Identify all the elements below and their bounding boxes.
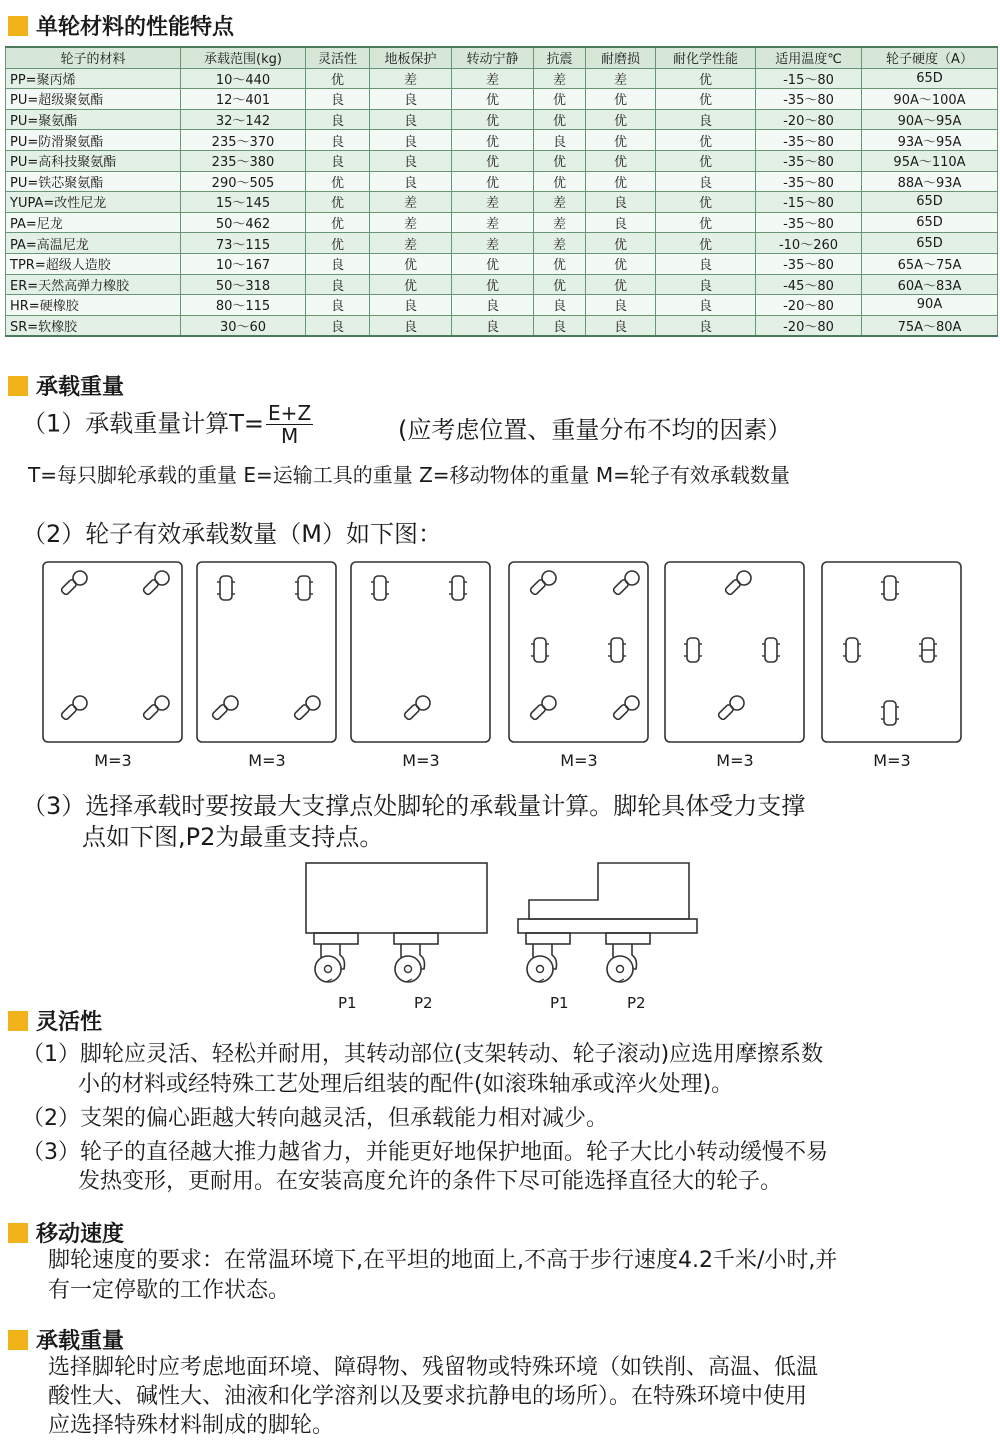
table-cell: 优 [452, 130, 534, 151]
table-cell: 良 [586, 212, 656, 233]
table-row [6, 130, 998, 151]
table-cell: 优 [534, 150, 586, 171]
table-header-cell: 转动宁静 [452, 47, 534, 68]
table-row [6, 68, 998, 89]
m-label: M=3 [716, 751, 754, 770]
table-cell: 差 [534, 212, 586, 233]
table-header-cell: 适用温度℃ [756, 47, 862, 68]
table-cell: 优 [586, 130, 656, 151]
table-header-cell: 抗震 [534, 47, 586, 68]
table-cell: 75A～80A [862, 315, 998, 336]
table-cell: 10～440 [181, 68, 306, 89]
table-cell: 优 [534, 109, 586, 130]
table-cell: -35～80 [756, 150, 862, 171]
section-heading-material [8, 10, 234, 41]
table-cell: 32～142 [181, 109, 306, 130]
table-cell: -35～80 [756, 130, 862, 151]
table-cell: 优 [586, 274, 656, 295]
table-cell: 65D [862, 233, 998, 254]
table-cell: 30～60 [181, 315, 306, 336]
p-label: P2 [414, 994, 433, 1012]
table-cell: 优 [452, 109, 534, 130]
table-cell: 差 [452, 68, 534, 89]
table-cell: 优 [586, 233, 656, 254]
table-cell: 15～145 [181, 192, 306, 213]
table-cell: 良 [370, 89, 452, 110]
table-cell: 良 [586, 192, 656, 213]
table-cell: -20～80 [756, 109, 862, 130]
formula-fraction [266, 402, 313, 447]
flexibility-line: （3）轮子的直径越大推力越省力，并能更好地保护地面。轮子大比小转动缓慢不易 [22, 1140, 828, 1165]
table-header-cell: 灵活性 [306, 47, 370, 68]
caster-count-title: （2）轮子有效承载数量（M）如下图： [22, 520, 442, 548]
table-cell: 50～318 [181, 274, 306, 295]
table-header-row [6, 47, 998, 68]
table-cell: 优 [586, 253, 656, 274]
table-cell: -35～80 [756, 253, 862, 274]
table-cell: 优 [534, 274, 586, 295]
material-name-cell: YUPA=改性尼龙 [6, 192, 181, 213]
table-row [6, 192, 998, 213]
layout-panel-3 [351, 562, 490, 742]
material-table [5, 46, 998, 337]
table-cell: 差 [586, 68, 656, 89]
table-row [6, 315, 998, 336]
flexibility-line: 发热变形，更耐用。在安装高度允许的条件下尽可能选择直径大的轮子。 [78, 1169, 783, 1194]
table-cell: 优 [370, 274, 452, 295]
speed-line: 脚轮速度的要求：在常温环境下,在平坦的地面上,不高于步行速度4.2千米/小时,并 [48, 1248, 838, 1273]
table-cell: 优 [306, 192, 370, 213]
table-header-cell: 轮子的材料 [6, 47, 181, 68]
table-cell: 良 [306, 130, 370, 151]
material-name-cell: SR=软橡胶 [6, 315, 181, 336]
support-point-diagram [0, 855, 1000, 995]
table-cell: 优 [306, 212, 370, 233]
table-row [6, 253, 998, 274]
table-cell: 良 [306, 315, 370, 336]
table-cell: 50～462 [181, 212, 306, 233]
m-label: M=3 [94, 751, 132, 770]
layout-panel-1 [43, 562, 182, 742]
table-cell: -10～260 [756, 233, 862, 254]
table-cell: 差 [534, 233, 586, 254]
material-name-cell: ER=天然高弹力橡胶 [6, 274, 181, 295]
table-cell: 良 [370, 171, 452, 192]
table-cell: 60A～83A [862, 274, 998, 295]
environment-line: 应选择特殊材料制成的脚轮。 [48, 1413, 335, 1438]
table-cell: 良 [370, 315, 452, 336]
table-cell: 优 [656, 68, 756, 89]
table-header-cell: 耐磨损 [586, 47, 656, 68]
p-label: P2 [627, 994, 646, 1012]
table-body [6, 68, 998, 336]
section-heading-load [8, 370, 124, 401]
table-cell: -45～80 [756, 274, 862, 295]
table-cell: 优 [452, 89, 534, 110]
material-name-cell: PU=高科技聚氨酯 [6, 150, 181, 171]
material-name-cell: PA=高温尼龙 [6, 233, 181, 254]
material-name-cell: PU=聚氨酯 [6, 109, 181, 130]
table-cell: -20～80 [756, 315, 862, 336]
heading-text: 灵活性 [36, 1010, 103, 1035]
table-cell: 优 [534, 89, 586, 110]
table-cell: 良 [370, 109, 452, 130]
table-cell: 95A～110A [862, 150, 998, 171]
table-cell: 良 [306, 253, 370, 274]
table-cell: 良 [370, 295, 452, 316]
environment-line: 选择脚轮时应考虑地面环境、障碍物、残留物或特殊环境（如铁削、高温、低温 [48, 1355, 819, 1380]
table-cell: 80～115 [181, 295, 306, 316]
table-cell: 良 [656, 274, 756, 295]
fraction-numerator: E+Z [268, 401, 312, 425]
section-heading-environment [8, 1324, 124, 1355]
table-cell: -35～80 [756, 89, 862, 110]
table-cell: 良 [306, 274, 370, 295]
table-cell: 良 [306, 89, 370, 110]
table-cell: 优 [586, 109, 656, 130]
table-cell: 差 [370, 192, 452, 213]
table-header-cell: 耐化学性能 [656, 47, 756, 68]
table-row [6, 212, 998, 233]
flexibility-line: 小的材料或经特殊工艺处理后组装的配件(如滚珠轴承或淬火处理)。 [78, 1072, 734, 1097]
m-label: M=3 [248, 751, 286, 770]
fraction-denominator: M [280, 424, 299, 448]
table-cell: 优 [452, 171, 534, 192]
table-row [6, 233, 998, 254]
material-name-cell: TPR=超级人造胶 [6, 253, 181, 274]
table-cell: 良 [586, 295, 656, 316]
m-label: M=3 [873, 751, 911, 770]
table-cell: 良 [534, 315, 586, 336]
table-cell: 良 [534, 130, 586, 151]
table-cell: 优 [586, 171, 656, 192]
table-cell: 优 [656, 150, 756, 171]
support-diagram-right [518, 863, 697, 982]
table-cell: 优 [656, 233, 756, 254]
material-name-cell: PU=超级聚氨酯 [6, 89, 181, 110]
table-cell: 良 [656, 315, 756, 336]
table-cell: 差 [370, 68, 452, 89]
table-cell: 88A～93A [862, 171, 998, 192]
support-point-line1: （3）选择承载时要按最大支撑点处脚轮的承载量计算。脚轮具体受力支撑 [22, 792, 806, 820]
layout-panel-4 [509, 562, 648, 742]
table-row [6, 171, 998, 192]
table-cell: 差 [370, 233, 452, 254]
table-cell: 良 [656, 109, 756, 130]
table-cell: -15～80 [756, 68, 862, 89]
table-cell: 良 [656, 253, 756, 274]
table-cell: 65D [862, 192, 998, 213]
table-cell: 优 [534, 171, 586, 192]
table-cell: 差 [452, 192, 534, 213]
table-header-cell: 承载范围(kg) [181, 47, 306, 68]
table-cell: 优 [452, 274, 534, 295]
m-label: M=3 [560, 751, 598, 770]
table-cell: 90A [862, 295, 998, 316]
table-cell: 优 [656, 192, 756, 213]
table-cell: 优 [656, 212, 756, 233]
layout-panel-6 [822, 562, 961, 742]
material-name-cell: HR=硬橡胶 [6, 295, 181, 316]
table-cell: 12～401 [181, 89, 306, 110]
table-cell: 良 [656, 295, 756, 316]
table-cell: 优 [452, 253, 534, 274]
p-label: P1 [338, 994, 357, 1012]
table-cell: 235～380 [181, 150, 306, 171]
table-cell: -35～80 [756, 212, 862, 233]
environment-line: 酸性大、碱性大、油液和化学溶剂以及要求抗静电的场所）。在特殊环境中使用 [48, 1384, 808, 1409]
table-cell: 优 [656, 89, 756, 110]
table-cell: 优 [586, 150, 656, 171]
table-cell: 良 [306, 150, 370, 171]
heading-text: 单轮材料的性能特点 [36, 15, 235, 40]
table-cell: 65A～75A [862, 253, 998, 274]
heading-square-icon [8, 1223, 28, 1243]
heading-square-icon [8, 16, 28, 36]
table-row [6, 295, 998, 316]
layout-panel-5 [665, 562, 804, 742]
table-cell: 65D [862, 212, 998, 233]
heading-square-icon [8, 1011, 28, 1031]
table-header-cell: 地板保护 [370, 47, 452, 68]
table-header-cell: 轮子硬度（A） [862, 47, 998, 68]
table-row [6, 274, 998, 295]
table-cell: 优 [306, 68, 370, 89]
layout-panel-2 [197, 562, 336, 742]
table-cell: 差 [452, 212, 534, 233]
table-cell: 优 [656, 130, 756, 151]
flexibility-line: （2）支架的偏心距越大转向越灵活，但承载能力相对减少。 [22, 1106, 608, 1131]
table-cell: 良 [306, 295, 370, 316]
table-cell: 良 [656, 171, 756, 192]
support-diagram-left [306, 863, 487, 982]
caster-layout-diagrams [0, 555, 1000, 750]
table-cell: 优 [306, 233, 370, 254]
table-cell: 优 [370, 253, 452, 274]
material-name-cell: PA=尼龙 [6, 212, 181, 233]
table-row [6, 109, 998, 130]
formula-note: (应考虑位置、重量分布不均的因素） [398, 416, 792, 444]
heading-square-icon [8, 376, 28, 396]
heading-text: 承载重量 [36, 1329, 125, 1354]
table-cell: 优 [306, 171, 370, 192]
flexibility-line: （1）脚轮应灵活、轻松并耐用，其转动部位(支架转动、轮子滚动)应选用摩擦系数 [22, 1042, 824, 1067]
formula-prefix: （1）承载重量计算T= [22, 409, 265, 438]
material-name-cell: PU=铁芯聚氨酯 [6, 171, 181, 192]
table-cell: 65D [862, 68, 998, 89]
load-formula-line [22, 402, 315, 447]
table-cell: 良 [586, 315, 656, 336]
table-cell: -35～80 [756, 171, 862, 192]
table-cell: 差 [370, 212, 452, 233]
table-cell: 良 [370, 130, 452, 151]
table-row [6, 150, 998, 171]
table-cell: 差 [534, 68, 586, 89]
table-cell: 93A～95A [862, 130, 998, 151]
section-heading-flexibility [8, 1005, 102, 1036]
material-name-cell: PP=聚丙烯 [6, 68, 181, 89]
table-cell: 良 [452, 295, 534, 316]
table-cell: 差 [452, 233, 534, 254]
p-label: P1 [550, 994, 569, 1012]
table-cell: 良 [452, 315, 534, 336]
table-cell: 优 [534, 253, 586, 274]
table-cell: 差 [534, 192, 586, 213]
support-point-line2: 点如下图,P2为最重支持点。 [82, 823, 384, 851]
table-cell: 90A～95A [862, 109, 998, 130]
heading-text: 移动速度 [36, 1222, 125, 1247]
heading-square-icon [8, 1330, 28, 1350]
heading-text: 承载重量 [36, 375, 125, 400]
table-row [6, 89, 998, 110]
table-cell: 10～167 [181, 253, 306, 274]
m-label: M=3 [402, 751, 440, 770]
table-cell: 73～115 [181, 233, 306, 254]
table-cell: 良 [306, 109, 370, 130]
table-cell: 优 [586, 89, 656, 110]
section-heading-speed [8, 1217, 124, 1248]
table-cell: -15～80 [756, 192, 862, 213]
formula-legend: T=每只脚轮承载的重量 E=运输工具的重量 Z=移动物体的重量 M=轮子有效承载数量 [28, 463, 790, 487]
table-cell: 290～505 [181, 171, 306, 192]
speed-line: 有一定停歇的工作状态。 [48, 1278, 291, 1303]
table-cell: 优 [452, 150, 534, 171]
table-cell: -20～80 [756, 295, 862, 316]
table-cell: 90A～100A [862, 89, 998, 110]
material-name-cell: PU=防滑聚氨酯 [6, 130, 181, 151]
table-cell: 235～370 [181, 130, 306, 151]
table-cell: 良 [534, 295, 586, 316]
table-cell: 良 [370, 150, 452, 171]
